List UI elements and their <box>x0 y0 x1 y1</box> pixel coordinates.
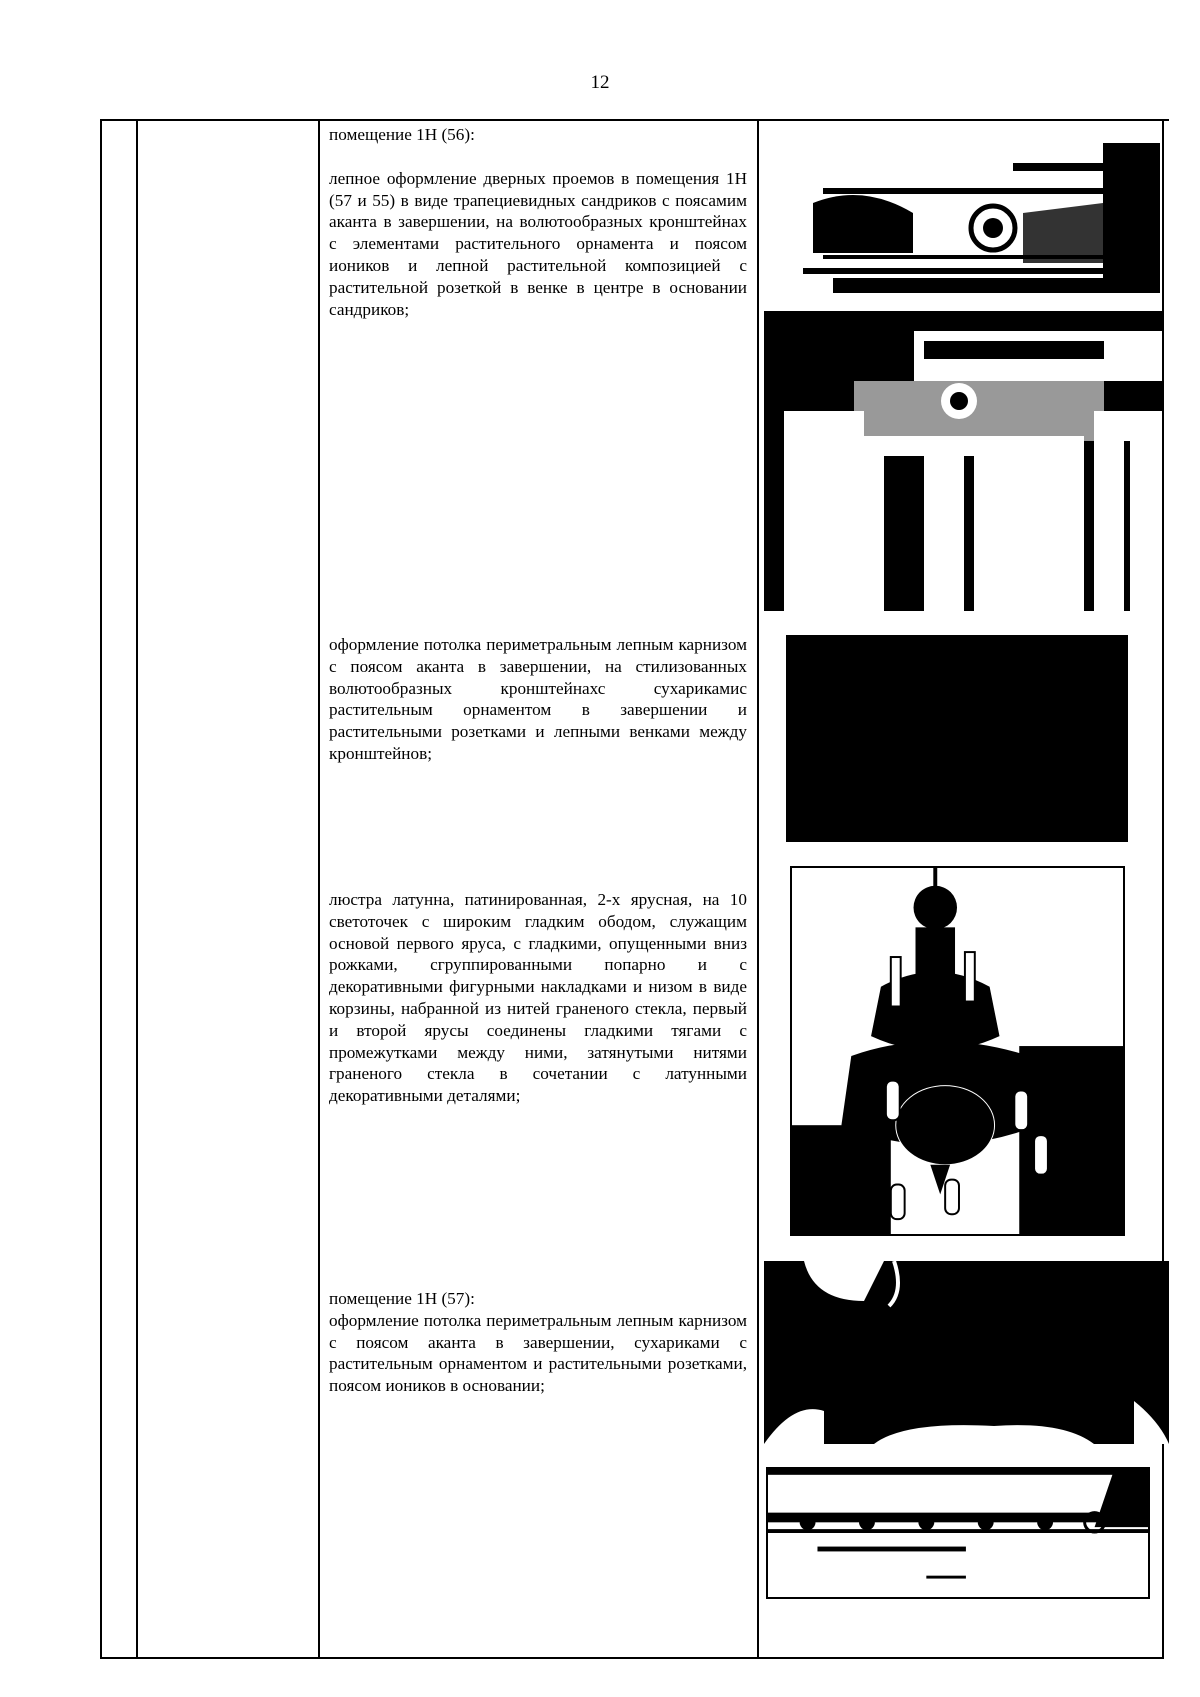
entry-3 <box>329 889 747 1107</box>
photo-ceiling-cornice <box>786 635 1128 842</box>
entry-4-text: оформление потолка периметральным лепным карнизом с поясом аканта в завершении, сухариками с растительным орнаментом и растительными розетками, поясом иоников в основании; <box>329 1310 747 1396</box>
column-divider-1 <box>136 119 138 1659</box>
table-left-border <box>100 119 102 1659</box>
page-number: 12 <box>590 72 610 93</box>
photo-door-pediment-closeup <box>803 143 1160 293</box>
photo-cornice-frieze <box>766 1467 1150 1599</box>
entry-3-text: люстра латунна, патинированная, 2-х ярусная, на 10 светоточек с широким гладким ободом, служащим основой первого яруса, с гладкими, опущенными вниз рожками, сгруппированными попарно и с декоративными фигурными накладками и низом в виде корзины, набранной из нитей граненого стекла, первый и второй ярусы соединены гладкими тягами с промежутками между ними, затянутыми нитями граненого стекла в сочетании с латунными декоративными деталями; <box>329 890 747 1106</box>
table-bottom-border <box>100 1657 1164 1659</box>
entry-4-heading: помещение 1Н (57): <box>329 1289 475 1308</box>
entry-1-heading: помещение 1Н (56): <box>329 125 475 144</box>
entry-1 <box>329 124 747 320</box>
entry-1-text: лепное оформление дверных проемов в помещения 1Н (57 и 55) в виде трапециевидных сандриков с поясамим аканта в завершении, на волютообразных кронштейнах с элементами растительного орнамента и поясом иоников и лепной растительной композицией с растительной розеткой в венке в центре в основании сандриков; <box>329 168 747 319</box>
entry-2 <box>329 634 747 765</box>
column-divider-2 <box>318 119 320 1659</box>
entry-2-text: оформление потолка периметральным лепным карнизом с поясом аканта в завершении, на стилизованных волютообразных кронштейнахс сухарикамис растительным орнаментом в завершении и растительными розетками и лепными венками между кронштейнов; <box>329 635 747 763</box>
photo-chandelier <box>790 866 1125 1236</box>
photo-door-frame <box>764 311 1162 611</box>
photo-ceiling-1n57 <box>764 1261 1169 1444</box>
table-top-border <box>100 119 1169 121</box>
column-divider-3 <box>757 119 759 1659</box>
entry-4 <box>329 1288 747 1397</box>
